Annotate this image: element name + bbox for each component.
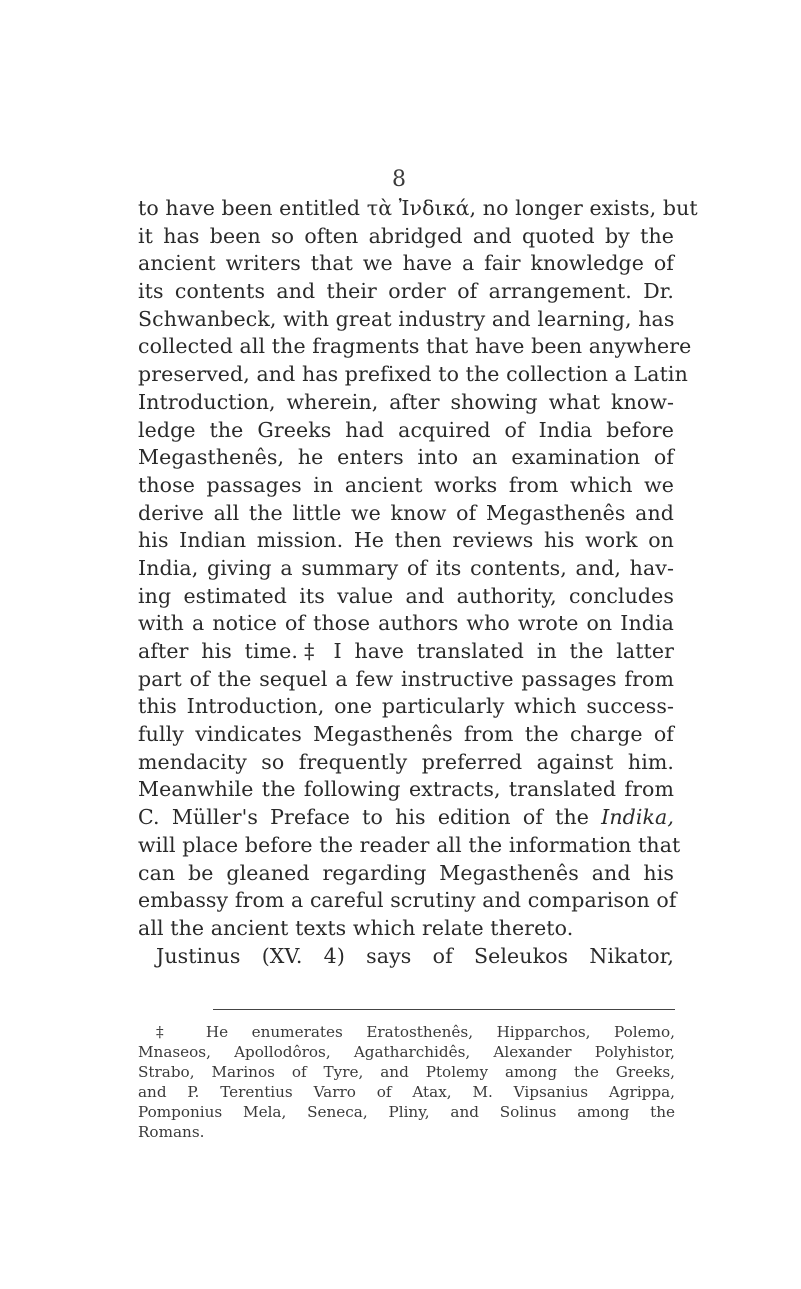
book-title-indika: Indika, — [601, 805, 674, 830]
footnote-line: and P. Terentius Varro of Atax, M. Vipsanius Agrippa, — [138, 1083, 675, 1101]
text-segment: C. Müller's Preface to his edition of the — [138, 805, 589, 830]
main-text — [138, 195, 698, 970]
text-line: Justinus (XV. 4) says of Seleukos Nikator, — [156, 943, 674, 968]
text-line: collected all the fragments that have been anywhere — [138, 334, 692, 359]
text-line: part of the sequel a few instructive passages from — [138, 666, 674, 691]
footnote-line: Pomponius Mela, Seneca, Pliny, and Solinus among the — [138, 1103, 675, 1121]
text-line-with-title — [138, 804, 674, 832]
text-line: Schwanbeck, with great industry and learning, has — [138, 306, 675, 331]
footnote-line: Romans. — [138, 1123, 205, 1141]
text-line: will place before the reader all the information that — [138, 832, 681, 857]
text-line: Megasthenês, he enters into an examination of — [138, 445, 674, 470]
text-line: embassy from a careful scrutiny and comparison of — [138, 888, 677, 913]
text-line: this Introduction, one particularly which success- — [138, 694, 674, 719]
text-line: India, giving a summary of its contents, and, hav- — [138, 555, 674, 580]
footnote — [138, 1022, 675, 1142]
text-line: derive all the little we know of Megasthenês and — [138, 500, 674, 525]
text-line: ledge the Greeks had acquired of India before — [138, 417, 674, 442]
footnote-divider — [213, 1009, 675, 1010]
footnote-line: Strabo, Marinos of Tyre, and Ptolemy among the Greeks, — [138, 1063, 675, 1081]
footnote-line: ‡ He enumerates Eratosthenês, Hipparchos, Polemo, — [156, 1023, 675, 1041]
text-line: its contents and their order of arrangement. Dr. — [138, 279, 674, 304]
page-number: 8 — [392, 167, 406, 192]
text-line: preserved, and has prefixed to the collection a Latin — [138, 362, 688, 387]
text-line: his Indian mission. He then reviews his work on — [138, 528, 674, 553]
text-line: Meanwhile the following extracts, translated from — [138, 777, 674, 802]
text-line: Introduction, wherein, after showing what know- — [138, 389, 674, 414]
text-line: all the ancient texts which relate thereto. — [138, 915, 574, 940]
text-line: can be gleaned regarding Megasthenês and his — [138, 860, 674, 885]
text-line: mendacity so frequently preferred against him. — [138, 749, 674, 774]
text-line: to have been entitled τὰ Ἰνδικά, no longer exists, but — [138, 196, 698, 220]
text-line: ancient writers that we have a fair knowledge of — [138, 251, 674, 276]
text-line: with a notice of those authors who wrote on India — [138, 611, 674, 636]
text-line: those passages in ancient works from which we — [138, 472, 674, 497]
text-line: fully vindicates Megasthenês from the charge of — [138, 722, 674, 747]
footnote-line: Mnaseos, Apollodôros, Agatharchidês, Alexander Polyhistor, — [138, 1043, 675, 1061]
text-line: ing estimated its value and authority, concludes — [138, 583, 674, 608]
text-line: it has been so often abridged and quoted by the — [138, 223, 674, 248]
text-line: after his time.‡ I have translated in the latter — [138, 639, 674, 663]
